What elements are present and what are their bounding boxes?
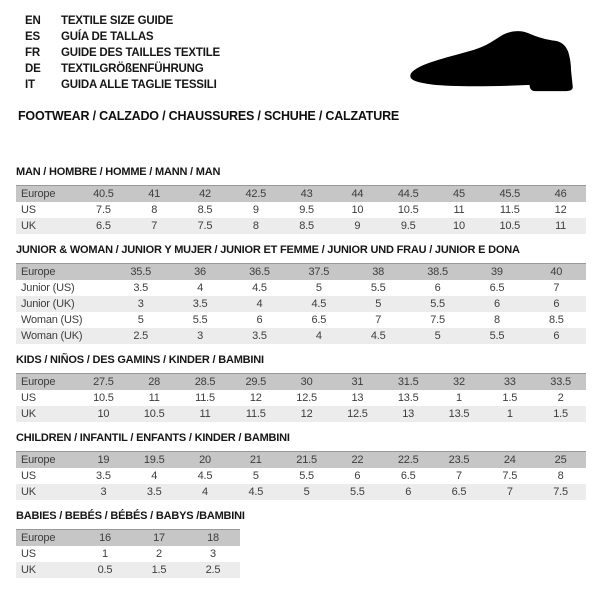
size-value: 6 [256,314,263,326]
size-value: 28.5 [180,374,231,391]
size-row [16,296,586,312]
size-value: 8 [493,314,500,326]
size-row [16,468,586,484]
language-label: TEXTILE SIZE GUIDE [61,15,174,27]
size-value: 4 [180,484,231,500]
region-label: US [21,548,36,560]
size-value: 2 [156,548,162,560]
region-label: Junior (US) [21,282,75,294]
size-value: 45.5 [484,186,535,203]
size-value: 3.5 [133,282,149,294]
size-table [16,263,586,344]
size-value: 5 [315,282,322,294]
size-value: 4.5 [252,282,267,294]
size-value: 11 [453,204,465,216]
size-value: 0.5 [78,562,132,578]
size-value: 7.5 [502,470,518,482]
size-value: 31 [332,374,383,391]
size-value: 5 [408,328,467,344]
language-code: IT [25,79,35,91]
size-value: 9 [332,218,383,234]
size-row [16,546,240,562]
region-label: Woman (UK) [16,328,111,344]
size-table-section [16,432,586,500]
size-value: 7.5 [535,484,586,500]
size-value: 44 [332,186,383,203]
size-value: 4.5 [289,296,348,312]
size-value: 2 [557,392,564,404]
size-value: 4 [289,328,348,344]
size-value: 25 [535,452,586,469]
size-table-section [16,510,586,578]
region-label: Europe [16,264,111,281]
size-value: 46 [535,186,586,203]
size-value: 33.5 [535,374,586,391]
size-table [16,451,586,500]
size-value: 31.5 [383,374,434,391]
language-label: TEXTILGRÖßENFÜHRUNG [61,63,204,75]
size-value: 22.5 [383,452,434,469]
size-value: 3 [170,328,229,344]
language-code: DE [25,63,41,75]
size-row [16,312,586,328]
size-value: 10.5 [129,406,180,422]
size-value: 28 [129,374,180,391]
size-value: 27.5 [78,374,129,391]
size-value: 13 [383,406,434,422]
size-value: 3.5 [170,296,229,312]
language-code: ES [25,31,40,43]
region-label: Europe [16,530,78,547]
size-header-row [16,374,586,391]
region-label: US [21,204,36,216]
size-value: 9 [252,204,259,216]
size-value: 6.5 [434,484,485,500]
size-value: 11 [535,218,586,234]
size-value: 4 [151,470,158,482]
size-value: 1 [456,392,462,404]
size-tables-container [16,166,586,588]
size-value: 6.5 [78,218,129,234]
size-value: 3 [78,484,129,500]
size-value: 7 [375,314,382,326]
size-value: 5.5 [332,484,383,500]
size-value: 10 [78,406,129,422]
size-value: 22 [332,452,383,469]
size-value: 37.5 [289,264,348,281]
size-value: 10 [351,204,364,216]
size-table-section [16,166,586,234]
language-row [25,61,220,77]
size-value: 21.5 [281,452,332,469]
size-value: 41 [129,186,180,203]
region-label: Woman (US) [21,314,83,326]
size-table [16,185,586,234]
region-label: US [21,392,36,404]
size-header-row [16,452,586,469]
size-value: 9.5 [299,204,314,216]
size-value: 23.5 [434,452,485,469]
size-value: 1 [484,406,535,422]
size-value: 6 [354,470,361,482]
language-label: GUÍA DE TALLAS [61,31,154,43]
size-header-row [16,186,586,203]
size-value: 7 [456,470,462,482]
size-value: 4.5 [349,328,408,344]
size-value: 44.5 [383,186,434,203]
size-value: 5.5 [467,328,526,344]
language-row [25,77,220,93]
size-value: 45 [434,186,485,203]
size-value: 7.5 [96,204,111,216]
size-value: 30 [281,374,332,391]
size-value: 1.5 [502,392,518,404]
region-label: UK [16,218,78,234]
size-value: 9.5 [383,218,434,234]
size-value: 32 [434,374,485,391]
size-value: 42.5 [230,186,281,203]
size-value: 8.5 [197,204,213,216]
size-value: 3.5 [129,484,180,500]
size-table-title: JUNIOR & WOMAN / JUNIOR Y MUJER / JUNIOR ET FEMME / JUNIOR UND FRAU / JUNIOR E DONA [16,244,520,256]
size-value: 13.5 [434,406,485,422]
size-value: 8 [557,470,564,482]
size-value: 4.5 [197,470,213,482]
size-value: 3 [111,296,170,312]
size-row [16,562,240,578]
language-row [25,13,220,29]
size-value: 6 [434,282,441,294]
size-value: 13.5 [397,392,419,404]
size-value: 33 [484,374,535,391]
language-code: EN [25,15,41,27]
size-table-title: BABIES / BEBÉS / BÉBÉS / BABYS /BAMBINI [16,510,245,522]
size-value: 7 [484,484,535,500]
size-value: 1 [102,548,108,560]
size-value: 11.5 [499,204,520,216]
size-value: 7 [129,218,180,234]
size-value: 10.5 [397,204,419,216]
size-row [16,328,586,344]
size-table-title: MAN / HOMBRE / HOMME / MANN / MAN [16,166,221,178]
size-value: 6.5 [400,470,416,482]
size-value: 4 [230,296,289,312]
size-value: 5.5 [370,282,386,294]
size-value: 6 [383,484,434,500]
size-value: 8.5 [548,314,564,326]
size-value: 29.5 [230,374,281,391]
size-value: 5.5 [299,470,314,482]
size-value: 7 [553,282,560,294]
size-value: 43 [281,186,332,203]
language-title-block [25,13,220,93]
size-value: 7.5 [180,218,231,234]
size-value: 2.5 [186,562,240,578]
size-value: 8 [151,204,158,216]
dress-shoe-icon [392,14,588,108]
region-label: Europe [16,452,78,469]
size-value: 3.5 [96,470,111,482]
size-value: 10.5 [484,218,535,234]
size-value: 6 [527,296,586,312]
size-value: 16 [78,530,132,547]
size-value: 10.5 [93,392,114,404]
size-row [16,406,586,422]
size-value: 18 [186,530,240,547]
size-value: 6 [467,296,526,312]
size-value: 11.5 [195,392,215,404]
size-value: 13 [351,392,364,404]
size-value: 4 [197,282,204,294]
size-value: 11 [148,392,160,404]
language-label: GUIDE DES TAILLES TEXTILE [61,47,220,59]
size-header-row [16,264,586,281]
size-value: 39 [467,264,526,281]
size-value: 10 [434,218,485,234]
size-table-section [16,244,586,344]
size-value: 5 [281,484,332,500]
size-header-row [16,530,240,547]
size-row [16,218,586,234]
size-value: 6 [527,328,586,344]
size-value: 11.5 [230,406,281,422]
region-label: UK [16,406,78,422]
size-table [16,529,240,578]
size-value: 11 [180,406,231,422]
size-value: 24 [484,452,535,469]
size-value: 40.5 [78,186,129,203]
size-value: 8.5 [281,218,332,234]
size-value: 35.5 [111,264,170,281]
size-value: 21 [230,452,281,469]
size-row [16,280,586,296]
size-value: 42 [180,186,231,203]
size-value: 38.5 [408,264,467,281]
language-row [25,45,220,61]
size-value: 6.5 [311,314,327,326]
size-value: 2.5 [111,328,170,344]
size-value: 12.5 [332,406,383,422]
size-value: 19 [78,452,129,469]
size-value: 5.5 [192,314,208,326]
language-code: FR [25,47,40,59]
size-table-title: KIDS / NIÑOS / DES GAMINS / KINDER / BAMBINI [16,354,264,366]
region-label: US [21,470,36,482]
size-value: 8 [230,218,281,234]
size-value: 12 [281,406,332,422]
size-value: 4.5 [230,484,281,500]
size-value: 12.5 [296,392,317,404]
size-value: 36.5 [230,264,289,281]
size-value: 20 [180,452,231,469]
size-value: 3.5 [230,328,289,344]
size-value: 38 [349,264,408,281]
size-table-section [16,354,586,422]
size-value: 40 [527,264,586,281]
size-row [16,484,586,500]
size-value: 1.5 [132,562,186,578]
size-row [16,390,586,406]
size-row [16,202,586,218]
region-label: Junior (UK) [16,296,111,312]
region-label: UK [16,484,78,500]
size-table [16,373,586,422]
region-label: Europe [16,374,78,391]
size-value: 12 [554,204,567,216]
size-value: 6.5 [489,282,505,294]
size-value: 5 [137,314,144,326]
size-value: 5 [252,470,259,482]
size-value: 36 [170,264,229,281]
size-value: 1.5 [535,406,586,422]
size-value: 19.5 [129,452,180,469]
size-table-title: CHILDREN / INFANTIL / ENFANTS / KINDER / BAMBINI [16,432,290,444]
region-label: UK [16,562,78,578]
size-value: 3 [210,548,216,560]
size-value: 5.5 [408,296,467,312]
size-value: 12 [249,392,262,404]
size-value: 5 [349,296,408,312]
size-value: 17 [132,530,186,547]
language-label: GUIDA ALLE TAGLIE TESSILI [61,79,217,91]
size-value: 7.5 [430,314,445,326]
region-label: Europe [16,186,78,203]
category-line: FOOTWEAR / CALZADO / CHAUSSURES / SCHUHE / CALZATURE [18,109,400,123]
language-row [25,29,220,45]
